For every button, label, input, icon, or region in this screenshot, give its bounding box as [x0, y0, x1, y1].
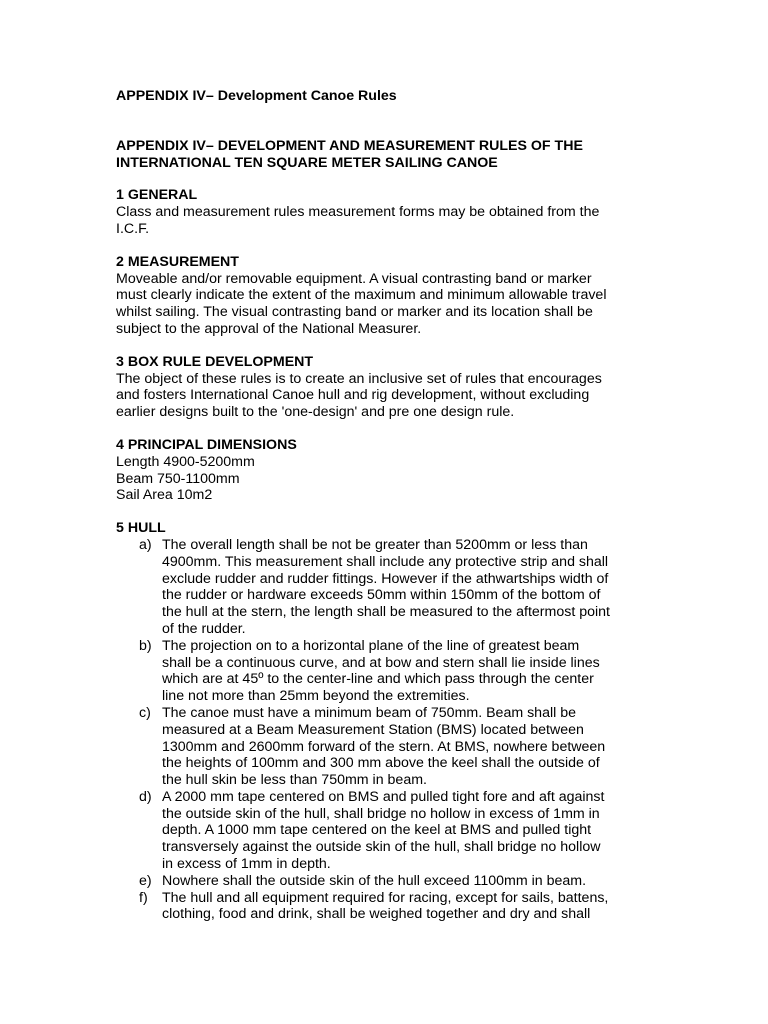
list-marker: b) — [139, 637, 152, 654]
main-title-line: APPENDIX IV– DEVELOPMENT AND MEASUREMENT RULES OF THE — [116, 137, 583, 154]
text-line: must clearly indicate the extent of the maximum and minimum allowable travel — [116, 287, 607, 304]
section-measurement — [116, 254, 656, 338]
section-box-rule — [116, 354, 656, 421]
text-line: 4900mm. This measurement shall include any protective strip and shall — [162, 553, 609, 570]
section-heading: 2 MEASUREMENT — [116, 253, 239, 270]
list-marker: d) — [139, 788, 152, 805]
list-marker: a) — [139, 536, 152, 553]
text-line: Moveable and/or removable equipment. A visual contrasting band or marker — [116, 270, 592, 287]
section-heading: 3 BOX RULE DEVELOPMENT — [116, 353, 314, 370]
text-line: Nowhere shall the outside skin of the hull exceed 1100mm in beam. — [162, 872, 587, 889]
text-line: The object of these rules is to create an inclusive set of rules that encourages — [116, 370, 602, 387]
section-hull — [116, 520, 656, 923]
text-line: exclude rudder and rudder fittings. However if the athwartships width of — [162, 570, 609, 587]
list-marker: e) — [139, 872, 152, 889]
text-line: of the rudder. — [162, 620, 246, 637]
section-text — [116, 271, 656, 338]
section-general — [116, 187, 656, 237]
text-line: I.C.F. — [116, 220, 150, 237]
text-line: clothing, food and drink, shall be weighed together and dry and shall — [162, 906, 591, 923]
main-title — [116, 138, 656, 172]
text-line: whilst sailing. The visual contrasting band or marker and its location shall be — [116, 304, 593, 321]
section-heading: 1 GENERAL — [116, 187, 198, 204]
text-line: shall be a continuous curve, and at bow and stern shall lie inside lines — [162, 654, 600, 671]
text-line: transversely against the outside skin of the hull, shall bridge no hollow — [162, 839, 601, 856]
hull-rules-list — [116, 537, 656, 923]
list-item — [116, 638, 656, 705]
list-marker: f) — [139, 889, 148, 906]
text-line: subject to the approval of the National Measurer. — [116, 320, 422, 337]
text-line: The overall length shall be not be greater than 5200mm or less than — [162, 536, 588, 553]
text-line: which are at 45º to the center-line and which pass through the center — [162, 671, 594, 688]
section-heading: 5 HULL — [116, 520, 166, 537]
text-line: depth. A 1000 mm tape centered on the keel at BMS and pulled tight — [162, 822, 592, 839]
list-item — [116, 705, 656, 789]
section-text — [116, 204, 656, 238]
text-line: line not more than 25mm beyond the extremities. — [162, 688, 470, 705]
text-line: earlier designs built to the 'one-design' and pre one design rule. — [116, 404, 515, 421]
text-line: 1300mm and 2600mm forward of the stern. At BMS, nowhere between — [162, 738, 606, 755]
text-line: The hull and all equipment required for racing, except for sails, battens, — [162, 889, 609, 906]
text-line: The projection on to a horizontal plane of the line of greatest beam — [162, 637, 580, 654]
text-line: A 2000 mm tape centered on BMS and pulled tight fore and aft against — [162, 788, 605, 805]
list-item — [116, 890, 656, 924]
list-item — [116, 873, 656, 890]
text-line: the heights of 100mm and 300 mm above the keel shall the outside of — [162, 755, 600, 772]
main-title-line: INTERNATIONAL TEN SQUARE METER SAILING CANOE — [116, 154, 498, 171]
list-item — [116, 789, 656, 873]
section-text — [116, 371, 656, 421]
document-title: APPENDIX IV– Development Canoe Rules — [116, 88, 397, 104]
text-line: Length 4900-5200mm — [116, 453, 255, 470]
text-line: and fosters International Canoe hull and rig development, without excluding — [116, 387, 590, 404]
text-line: Class and measurement rules measurement forms may be obtained from the — [116, 204, 600, 221]
section-text — [116, 454, 656, 504]
text-line: in excess of 1mm in depth. — [162, 856, 331, 873]
text-line: The canoe must have a minimum beam of 750mm. Beam shall be — [162, 704, 576, 721]
section-principal-dimensions — [116, 437, 656, 504]
text-line: the hull at the stern, the length shall be measured to the aftermost point — [162, 604, 610, 621]
text-line: the rudder or hardware exceeds 50mm within 150mm of the bottom of — [162, 587, 601, 604]
text-line: Sail Area 10m2 — [116, 487, 213, 504]
section-heading: 4 PRINCIPAL DIMENSIONS — [116, 436, 297, 453]
list-marker: c) — [139, 704, 151, 721]
text-line: measured at a Beam Measurement Station (BMS) located between — [162, 721, 584, 738]
list-item — [116, 537, 656, 638]
text-line: the hull skin be less than 750mm in beam. — [162, 772, 427, 789]
document-page — [116, 84, 656, 923]
text-line: Beam 750-1100mm — [116, 470, 240, 487]
text-line: the outside skin of the hull, shall bridge no hollow in excess of 1mm in — [162, 805, 600, 822]
